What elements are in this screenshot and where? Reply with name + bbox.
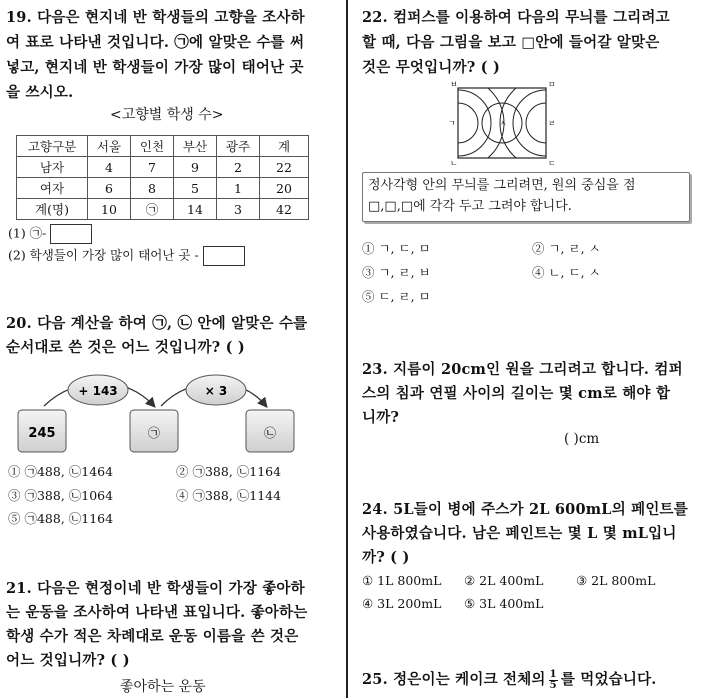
table-cell: 5	[174, 178, 217, 199]
q25-frac-denominator: 5	[549, 679, 557, 691]
table-header: 광주	[217, 136, 260, 157]
q20-option-3[interactable]: ③ ㉠388, ㉡1064	[8, 488, 114, 503]
q19-sub2	[8, 246, 245, 266]
compass-pattern-figure	[448, 80, 556, 166]
table-header: 인천	[131, 136, 174, 157]
q21-line-1: 21. 다음은 현정이네 반 학생들이 가장 좋아하	[6, 580, 305, 597]
q21-caption: 좋아하는 운동	[120, 679, 206, 695]
q19-answer-box-2[interactable]	[203, 246, 245, 266]
q20-line-1: 20. 다음 계산을 하여 ㉠, ㉡ 안에 알맞은 수를	[6, 315, 308, 332]
table-cell: 42	[260, 199, 309, 220]
q21-line-3: 학생 수가 적은 차례대로 운동 이름을 쓴 것은	[6, 628, 299, 645]
hometown-table	[16, 135, 309, 220]
q19-table-title: <고향별 학생 수>	[110, 107, 224, 123]
table-cell: 3	[217, 199, 260, 220]
q25-frac-numerator: 1	[549, 668, 557, 680]
q24-line-2: 사용하였습니다. 남은 페인트는 몇 L 몇 mL입니	[362, 525, 677, 542]
table-cell: 1	[217, 178, 260, 199]
q22-option-5[interactable]: ⑤ ㄷ, ㄹ, ㅁ	[362, 289, 431, 304]
table-header: 부산	[174, 136, 217, 157]
table-cell: 9	[174, 157, 217, 178]
answer-box-2-label: ㉡	[263, 426, 277, 440]
q21-line-4: 어느 것입니까? ( )	[6, 652, 130, 669]
q22-line-2: 할 때, 다음 그림을 보고 □안에 들어갈 알맞은	[362, 34, 660, 51]
q24-option-3[interactable]: ③ 2L 800mL	[576, 573, 656, 588]
table-cell: ㉠	[131, 199, 174, 220]
table-row	[17, 199, 309, 220]
q23-line-3: 니까?	[362, 409, 400, 426]
q24-line-3: 까? ( )	[362, 549, 410, 566]
table-cell: 14	[174, 199, 217, 220]
q22-note-box: 정사각형 안의 무늬를 그리려면, 원의 중심을 점 □,□,□에 각각 두고 그려야 합니다.	[362, 172, 690, 222]
q25-suffix: 를 먹었습니다.	[560, 671, 657, 688]
column-divider	[346, 0, 348, 698]
table-cell: 7	[131, 157, 174, 178]
op2-label: × 3	[204, 384, 228, 398]
q19-line-1: 19. 다음은 현지네 반 학생들의 고향을 조사하	[6, 9, 305, 26]
point-label: ㄹ	[548, 119, 556, 128]
q25-prefix: 25. 정은이는 케이크 전체의	[362, 671, 546, 688]
table-header: 계	[260, 136, 309, 157]
table-header-row	[17, 136, 309, 157]
q25-line-1	[362, 668, 657, 692]
q24-option-5[interactable]: ⑤ 3L 400mL	[464, 596, 544, 611]
table-cell: 남자	[17, 157, 88, 178]
point-label: ㄷ	[548, 159, 556, 166]
q24-option-2[interactable]: ② 2L 400mL	[464, 573, 544, 588]
point-label: ㅁ	[548, 80, 556, 89]
answer-box-1-label: ㉠	[147, 426, 161, 440]
q20-flow-diagram	[16, 370, 336, 460]
q19-line-4: 을 쓰시오.	[6, 84, 74, 101]
q24-option-1[interactable]: ① 1L 800mL	[362, 573, 442, 588]
q20-option-4[interactable]: ④ ㉠388, ㉡1144	[176, 488, 282, 503]
q19-line-3: 넣고, 현지네 반 학생들이 가장 많이 태어난 곳	[6, 59, 304, 76]
table-cell: 여자	[17, 178, 88, 199]
point-label: ㄴ	[450, 159, 458, 166]
q24-option-4[interactable]: ④ 3L 200mL	[362, 596, 442, 611]
table-row	[17, 157, 309, 178]
point-label: ㅂ	[450, 80, 458, 89]
q22-line-1: 22. 컴퍼스를 이용하여 다음의 무늬를 그리려고	[362, 9, 670, 26]
table-cell: 10	[88, 199, 131, 220]
table-cell: 6	[88, 178, 131, 199]
q22-option-3[interactable]: ③ ㄱ, ㄹ, ㅂ	[362, 265, 431, 280]
q19-sub1-label: (1) ㉠-	[8, 225, 47, 241]
table-header: 서울	[88, 136, 131, 157]
table-cell: 22	[260, 157, 309, 178]
q19-line-2: 여 표로 나타낸 것입니다. ㉠에 알맞은 수를 써	[6, 34, 305, 51]
start-value: 245	[28, 426, 56, 441]
q21-line-2: 는 운동을 조사하여 나타낸 표입니다. 좋아하는	[6, 604, 308, 621]
q23-line-2: 스의 침과 연필 사이의 길이는 몇 cm로 해야 합	[362, 385, 671, 402]
op1-label: + 143	[78, 384, 118, 398]
q24-line-1: 24. 5L들이 병에 주스가 2L 600mL의 페인트를	[362, 501, 688, 518]
q19-sub1	[8, 224, 92, 244]
table-header: 고향구분	[17, 136, 88, 157]
q22-option-4[interactable]: ④ ㄴ, ㄷ, ㅅ	[532, 265, 601, 280]
point-label: ㄱ	[448, 119, 456, 128]
table-cell: 20	[260, 178, 309, 199]
q22-option-2[interactable]: ② ㄱ, ㄹ, ㅅ	[532, 241, 601, 256]
q23-answer-blank[interactable]: ( )cm	[564, 431, 600, 447]
q22-line-3: 것은 무엇입니까? ( )	[362, 59, 501, 76]
table-row	[17, 178, 309, 199]
q23-line-1: 23. 지름이 20cm인 원을 그리려고 합니다. 컴퍼	[362, 361, 683, 378]
table-cell: 2	[217, 157, 260, 178]
q20-option-2[interactable]: ② ㉠388, ㉡1164	[176, 464, 282, 479]
q20-line-2: 순서대로 쓴 것은 어느 것입니까? ( )	[6, 339, 245, 356]
q20-option-1[interactable]: ① ㉠488, ㉡1464	[8, 464, 114, 479]
q19-answer-box-1[interactable]	[50, 224, 92, 244]
table-cell: 8	[131, 178, 174, 199]
point-label: ㅅ	[499, 119, 507, 128]
q19-sub2-label: (2) 학생들이 가장 많이 태어난 곳 -	[8, 247, 199, 263]
table-cell: 4	[88, 157, 131, 178]
q22-option-1[interactable]: ① ㄱ, ㄷ, ㅁ	[362, 241, 431, 256]
q20-option-5[interactable]: ⑤ ㉠488, ㉡1164	[8, 511, 114, 526]
q25-fraction	[549, 670, 558, 691]
table-cell: 계(명)	[17, 199, 88, 220]
